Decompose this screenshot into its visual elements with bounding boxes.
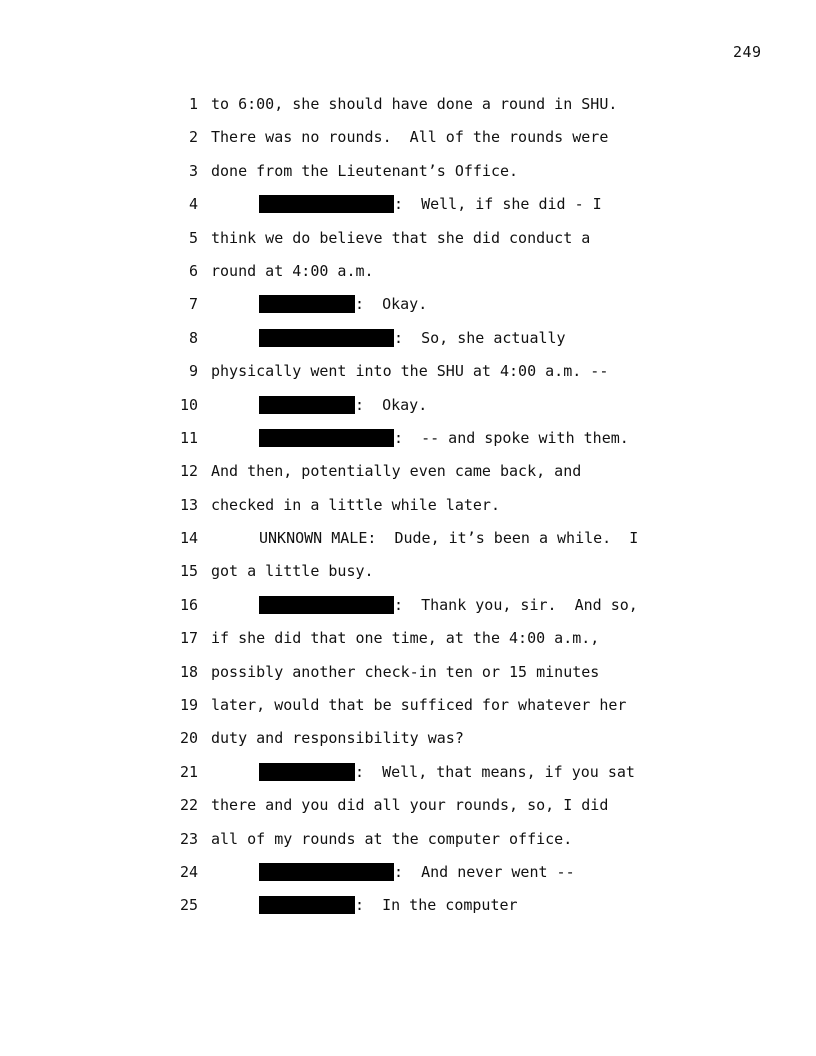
transcript-line [0, 625, 816, 658]
transcript-line [0, 358, 816, 391]
transcript-line [0, 659, 816, 692]
line-content: : Okay. [355, 295, 428, 314]
line-number: 15 [179, 562, 198, 581]
page-number: 249 [733, 43, 762, 61]
line-number: 20 [179, 729, 198, 748]
line-number: 6 [188, 261, 198, 280]
line-content: there and you did all your rounds, so, I did [211, 796, 609, 815]
redacted-speaker-name [259, 863, 394, 881]
line-text [211, 826, 572, 852]
redacted-speaker-name [259, 596, 394, 614]
line-content: round at 4:00 a.m. [211, 261, 374, 280]
line-content: duty and responsibility was? [211, 729, 464, 748]
line-content: think we do believe that she did conduct a [211, 228, 591, 247]
transcript-line [0, 759, 816, 792]
line-number: 10 [179, 395, 198, 414]
transcript-line [0, 225, 816, 258]
line-number: 16 [179, 595, 198, 614]
line-content: possibly another check-in ten or 15 minutes [211, 662, 600, 681]
transcript-line [0, 859, 816, 892]
redacted-speaker-name [259, 329, 394, 347]
line-text [211, 158, 518, 184]
line-content: later, would that be sufficed for whatever her [211, 696, 627, 715]
line-number: 25 [179, 896, 198, 915]
transcript-line [0, 291, 816, 324]
line-text [259, 525, 638, 551]
line-text [259, 191, 602, 217]
line-text [211, 358, 608, 384]
line-number: 23 [179, 829, 198, 848]
line-number: 13 [179, 495, 198, 514]
transcript-line [0, 325, 816, 358]
line-text [259, 592, 638, 618]
line-text [211, 792, 608, 818]
line-number: 3 [188, 161, 198, 180]
line-content: done from the Lieutenant’s Office. [211, 161, 519, 180]
transcript-line [0, 492, 816, 525]
line-text [211, 692, 626, 718]
transcript-line [0, 558, 816, 591]
line-text [211, 458, 581, 484]
line-content: : In the computer [355, 896, 518, 915]
line-content: : So, she actually [394, 328, 566, 347]
line-text [211, 725, 464, 751]
line-content: : Okay. [355, 395, 428, 414]
line-text [259, 759, 635, 785]
line-text [259, 892, 518, 918]
line-content: : And never went -- [394, 862, 575, 881]
transcript-line [0, 158, 816, 191]
line-text [211, 258, 374, 284]
line-content: And then, potentially even came back, and [211, 462, 582, 481]
redacted-speaker-name [259, 396, 355, 414]
transcript-line [0, 392, 816, 425]
redacted-speaker-name [259, 295, 355, 313]
transcript-line [0, 792, 816, 825]
line-content: if she did that one time, at the 4:00 a.m., [211, 629, 600, 648]
redacted-speaker-name [259, 195, 394, 213]
line-content: : Well, if she did - I [394, 195, 602, 214]
transcript-line [0, 892, 816, 925]
line-content: : -- and spoke with them. [394, 428, 629, 447]
line-number: 17 [179, 629, 198, 648]
line-content: got a little busy. [211, 562, 374, 581]
line-text [259, 392, 427, 418]
transcript-line [0, 124, 816, 157]
line-content: UNKNOWN MALE: Dude, it’s been a while. I [259, 529, 639, 548]
transcript-line [0, 525, 816, 558]
line-content: There was no rounds. All of the rounds were [211, 128, 609, 147]
line-text [259, 425, 629, 451]
line-number: 9 [188, 362, 198, 381]
line-number: 18 [179, 662, 198, 681]
line-text [211, 492, 500, 518]
line-number: 1 [188, 95, 198, 113]
redacted-speaker-name [259, 429, 394, 447]
line-text [211, 558, 374, 584]
line-text [211, 124, 608, 150]
line-text [211, 659, 599, 685]
line-number: 11 [179, 428, 198, 447]
line-content: to 6:00, she should have done a round in SHU. [211, 95, 618, 113]
line-number: 21 [179, 762, 198, 781]
transcript-line [0, 725, 816, 758]
transcript-line [0, 458, 816, 491]
transcript-line [0, 425, 816, 458]
line-number: 2 [188, 128, 198, 147]
line-number: 19 [179, 696, 198, 715]
redacted-speaker-name [259, 896, 355, 914]
line-text [259, 325, 566, 351]
line-text [259, 859, 575, 885]
line-number: 24 [179, 862, 198, 881]
line-content: all of my rounds at the computer office. [211, 829, 573, 848]
transcript-line [0, 592, 816, 625]
line-number: 4 [188, 195, 198, 214]
line-number: 12 [179, 462, 198, 481]
line-text [211, 225, 590, 251]
line-number: 7 [188, 295, 198, 314]
transcript-line [0, 91, 816, 124]
line-number: 8 [188, 328, 198, 347]
line-number: 14 [179, 529, 198, 548]
redacted-speaker-name [259, 763, 355, 781]
line-content: : Well, that means, if you sat [355, 762, 635, 781]
line-text [211, 91, 617, 117]
line-content: checked in a little while later. [211, 495, 500, 514]
transcript-line [0, 692, 816, 725]
line-text [259, 291, 427, 317]
line-number: 5 [188, 228, 198, 247]
line-content: : Thank you, sir. And so, [394, 595, 638, 614]
transcript-line [0, 191, 816, 224]
transcript-line [0, 258, 816, 291]
line-number: 22 [179, 796, 198, 815]
line-content: physically went into the SHU at 4:00 a.m. -- [211, 362, 609, 381]
transcript-line [0, 826, 816, 859]
transcript-body [0, 91, 816, 926]
line-text [211, 625, 599, 651]
